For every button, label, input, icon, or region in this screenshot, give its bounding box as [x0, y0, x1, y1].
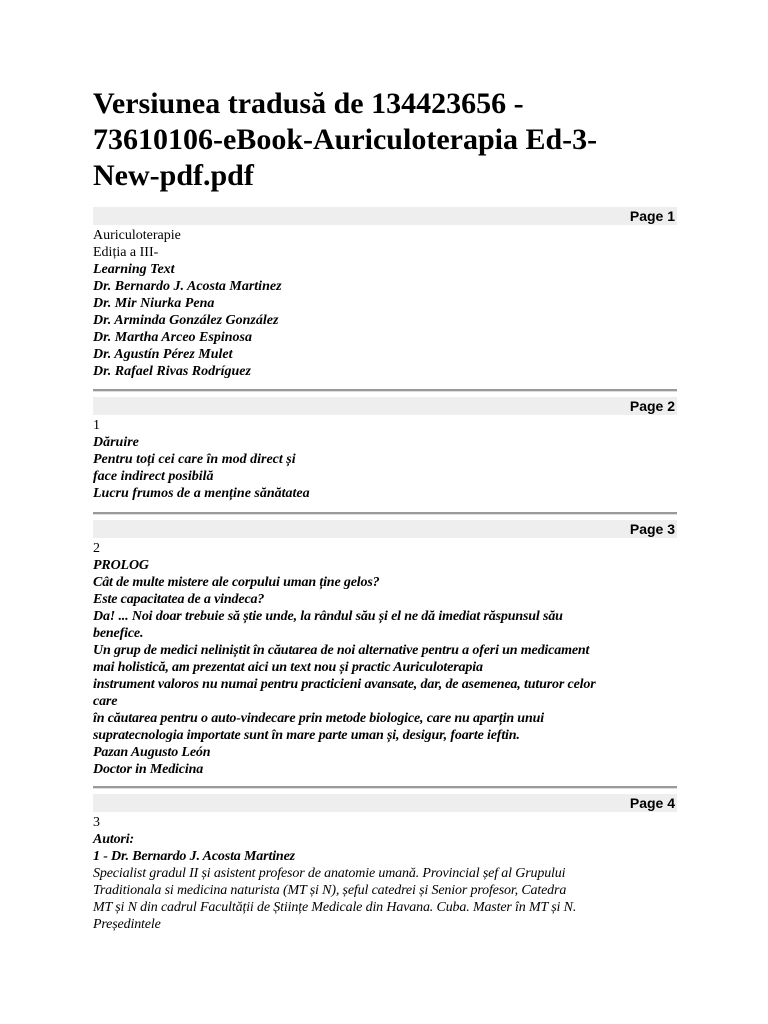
- text-line: Dr. Arminda González González: [93, 313, 279, 328]
- text-line: Da! ... Noi doar trebuie să știe unde, la rândul său și el ne dă imediat răspunsul său: [93, 609, 563, 624]
- text-line: Traditionala si medicina naturista (MT și N), șeful catedrei și Senior profesor, Catedra: [93, 883, 567, 898]
- text-line: supratecnologia importate sunt în mare parte uman și, desigur, foarte ieftin.: [93, 728, 520, 743]
- text-line: face indirect posibilă: [93, 469, 214, 484]
- page-divider: [93, 786, 677, 789]
- text-line: Specialist gradul II și asistent profesor de anatomie umană. Provincial șef al Grupului: [93, 866, 566, 881]
- text-line: Dr. Bernardo J. Acosta Martinez: [93, 279, 282, 294]
- page-2-content: [93, 417, 677, 502]
- text-line: Ediția a III-: [93, 245, 159, 260]
- text-line: Dr. Rafael Rivas Rodríguez: [93, 364, 251, 379]
- page-divider: [93, 512, 677, 515]
- text-line: instrument valoros nu numai pentru practicieni avansate, dar, de asemenea, tuturor celor: [93, 677, 596, 692]
- text-line: 3: [93, 815, 100, 830]
- page-header-4: Page 4: [93, 794, 677, 812]
- text-line: în căutarea pentru o auto-vindecare prin metode biologice, care nu aparțin unui: [93, 711, 544, 726]
- text-line: care: [93, 694, 118, 709]
- text-line: 1: [93, 418, 100, 433]
- page-3-content: [93, 540, 677, 778]
- page-header-3: Page 3: [93, 520, 677, 538]
- text-line: Președintele: [93, 917, 161, 932]
- page-divider: [93, 389, 677, 392]
- text-line: 1 - Dr. Bernardo J. Acosta Martinez: [93, 849, 295, 864]
- text-line: MT și N din cadrul Facultății de Științe Medicale din Havana. Cuba. Master în MT și N.: [93, 900, 577, 915]
- title-line: 73610106-eBook-Auriculoterapia Ed-3-: [93, 123, 598, 156]
- page-4-content: [93, 814, 677, 933]
- text-line: 2: [93, 541, 100, 556]
- text-line: Lucru frumos de a menține sănătatea: [93, 486, 310, 501]
- text-line: PROLOG: [93, 558, 149, 573]
- page-header-1: Page 1: [93, 207, 677, 225]
- document-title: [93, 86, 677, 194]
- text-line: Dr. Mir Niurka Pena: [93, 296, 215, 311]
- text-line: benefice.: [93, 626, 144, 641]
- text-line: Dăruire: [93, 435, 139, 450]
- page-header-2: Page 2: [93, 397, 677, 415]
- text-line: Learning Text: [93, 262, 175, 277]
- title-line: Versiunea tradusă de 134423656 -: [93, 87, 524, 120]
- text-line: Auriculoterapie: [93, 228, 181, 243]
- text-line: Pazan Augusto León: [93, 745, 211, 760]
- page-1-content: [93, 227, 677, 380]
- text-line: Cât de multe mistere ale corpului uman ține gelos?: [93, 575, 380, 590]
- text-line: Doctor in Medicina: [93, 762, 204, 777]
- text-line: Dr. Martha Arceo Espinosa: [93, 330, 252, 345]
- text-line: Pentru toți cei care în mod direct și: [93, 452, 296, 467]
- text-line: Este capacitatea de a vindeca?: [93, 592, 265, 607]
- text-line: Dr. Agustín Pérez Mulet: [93, 347, 233, 362]
- text-line: Autori:: [93, 832, 134, 847]
- title-line: New-pdf.pdf: [93, 159, 254, 192]
- text-line: mai holistică, am prezentat aici un text nou și practic Auriculoterapia: [93, 660, 483, 675]
- text-line: Un grup de medici neliniștit în căutarea de noi alternative pentru a oferi un medicament: [93, 643, 590, 658]
